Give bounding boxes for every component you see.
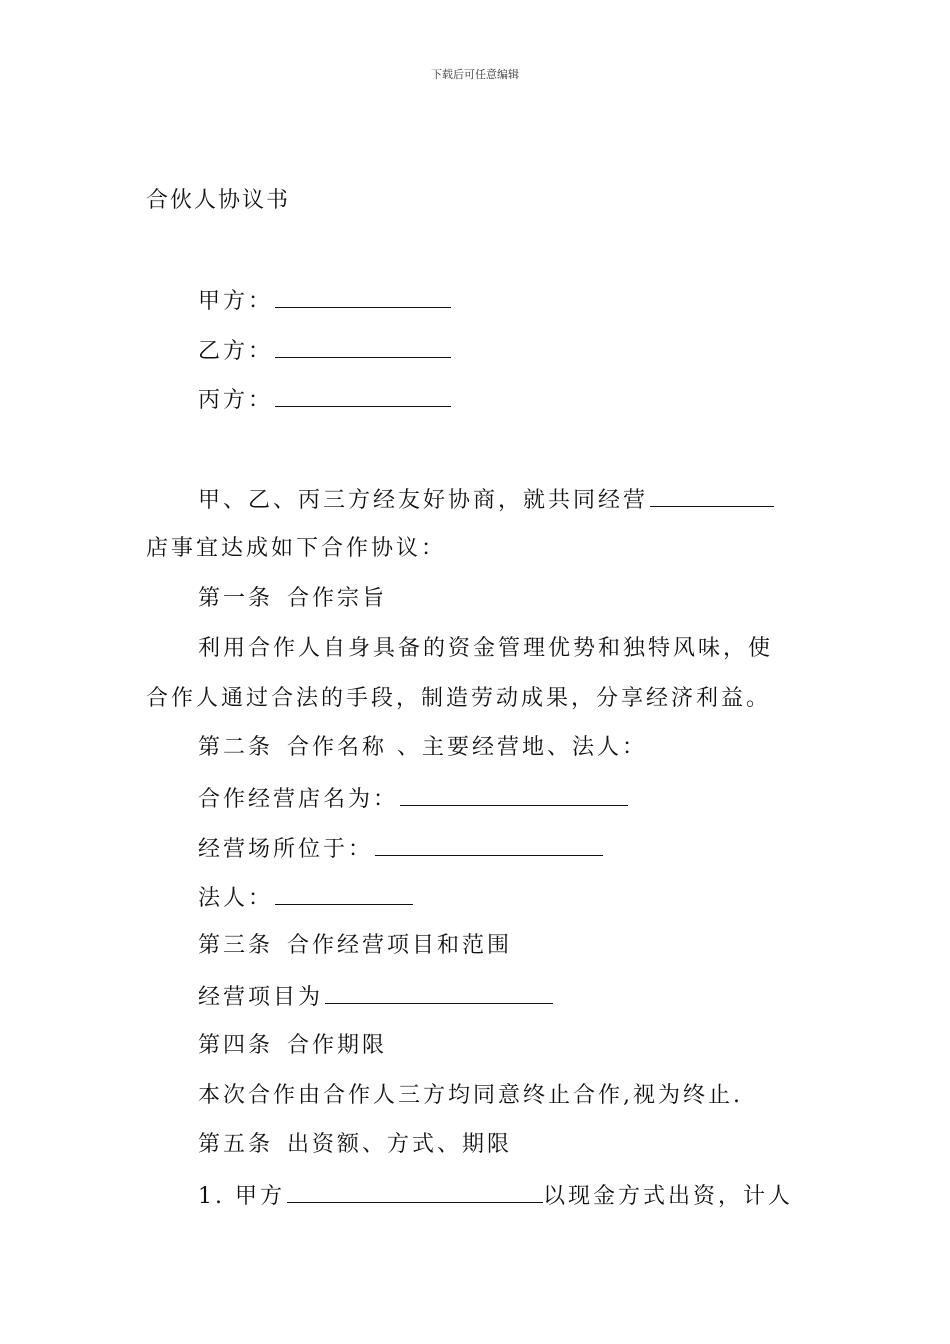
article-4-heading: 合作期限 <box>287 1033 388 1058</box>
article-4-number: 第四条 <box>198 1033 274 1058</box>
article-5-item-1-blank <box>287 1180 543 1203</box>
page-header-note: 下载后可任意编辑 <box>431 68 519 81</box>
document-title: 合伙人协议书 <box>146 188 291 213</box>
party-a-label: 甲方： <box>198 289 274 314</box>
legal-person-label: 法人： <box>198 886 274 911</box>
article-1-heading: 合作宗旨 <box>287 586 388 611</box>
article-5-item-1-text: 以现金方式出资，计人 <box>542 1184 793 1209</box>
article-1-number: 第一条 <box>198 586 274 611</box>
article-2-title <box>198 733 647 763</box>
intro-text-1: 甲、乙、丙三方经友好协商，就共同经营 <box>198 488 649 513</box>
location-label: 经营场所位于： <box>198 837 374 862</box>
article-3-heading: 合作经营项目和范围 <box>287 933 513 958</box>
article-5-item-1-label: 1. 甲方 <box>198 1184 285 1209</box>
article-5-title <box>198 1130 512 1160</box>
article-1-text-1: 利用合作人自身具备的资金管理优势和独特风味，使 <box>198 636 774 661</box>
article-2-number: 第二条 <box>198 735 274 760</box>
article-5-number: 第五条 <box>198 1132 274 1157</box>
article-2-heading: 合作名称 、主要经营地、法人： <box>287 735 648 760</box>
location-blank <box>375 833 603 856</box>
party-c-line <box>198 384 451 416</box>
business-items-label: 经营项目为 <box>198 985 324 1010</box>
party-c-label: 丙方： <box>198 388 274 413</box>
article-4-title <box>198 1031 387 1061</box>
article-3-title <box>198 931 512 961</box>
store-name-blank <box>400 783 628 806</box>
party-b-line <box>198 335 451 367</box>
legal-person-blank <box>275 882 413 905</box>
store-name-line <box>198 783 628 815</box>
article-1-title <box>198 584 387 614</box>
intro-blank <box>650 484 774 507</box>
article-5-item-1 <box>198 1180 793 1212</box>
store-name-label: 合作经营店名为： <box>198 787 399 812</box>
intro-line-1 <box>198 484 774 516</box>
intro-line-2: 店事宜达成如下合作协议： <box>146 536 447 561</box>
location-line <box>198 833 603 865</box>
legal-person-line <box>198 882 413 914</box>
article-1-text-2: 合作人通过合法的手段，制造劳动成果，分享经济利益。 <box>146 686 772 711</box>
party-a-line <box>198 285 451 317</box>
party-b-blank <box>275 335 451 358</box>
article-3-number: 第三条 <box>198 933 274 958</box>
party-c-blank <box>275 384 451 407</box>
business-items-blank <box>325 981 553 1004</box>
party-a-blank <box>275 285 451 308</box>
business-items-line <box>198 981 553 1013</box>
party-b-label: 乙方： <box>198 339 274 364</box>
article-4-text: 本次合作由合作人三方均同意终止合作,视为终止. <box>198 1083 743 1108</box>
article-5-heading: 出资额、方式、期限 <box>287 1132 513 1157</box>
